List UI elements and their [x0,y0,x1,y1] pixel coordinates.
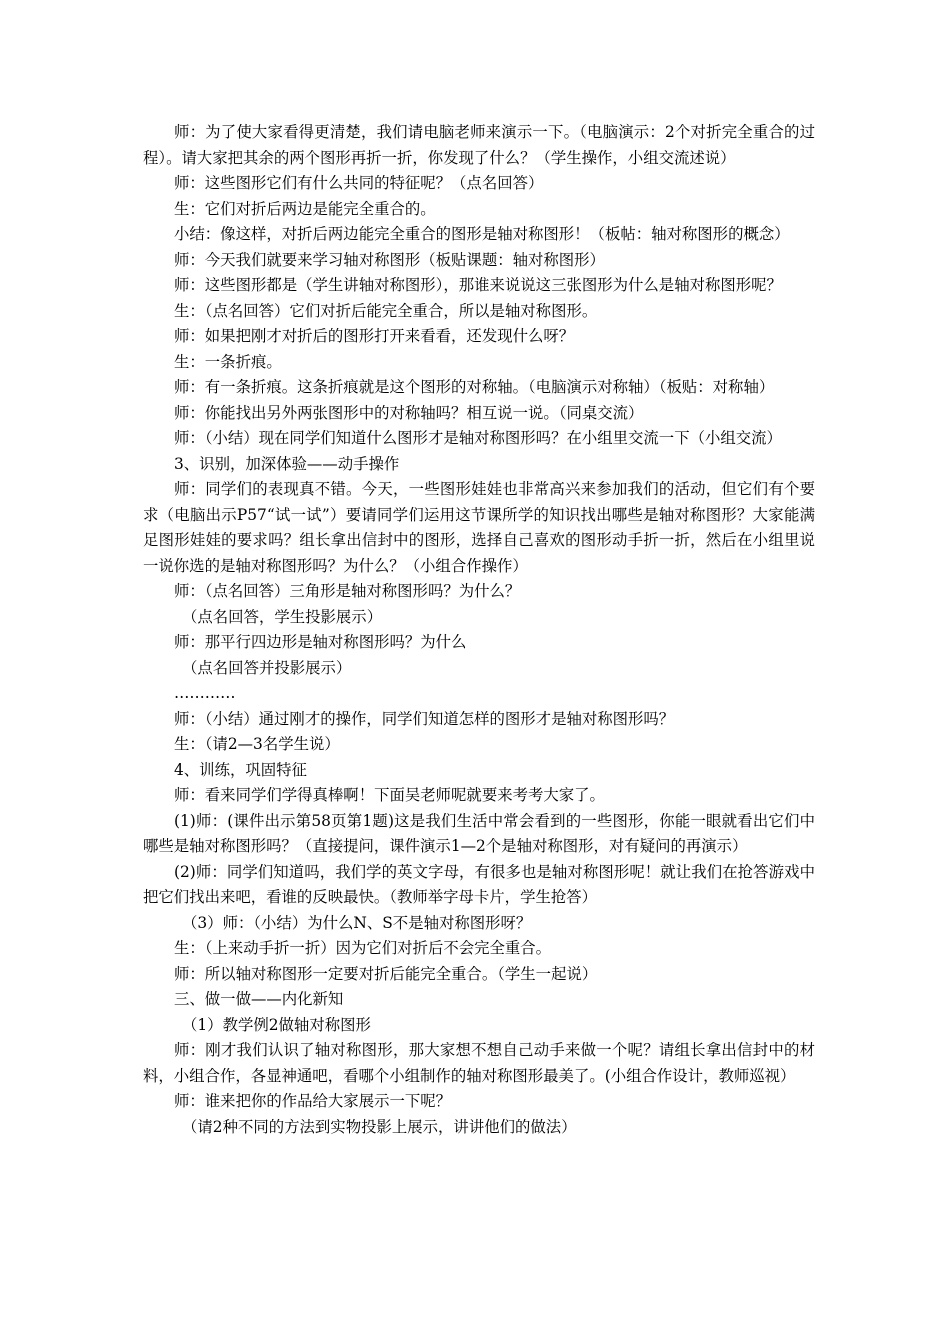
paragraph: 师：谁来把你的作品给大家展示一下呢？ [174,1092,452,1110]
paragraph: 师：你能找出另外两张图形中的对称轴吗？相互说一说。（同桌交流） [174,403,644,422]
section-heading: 4、训练，巩固特征 [174,760,307,779]
paragraph: 师：（小结）通过刚才的操作，同学们知道怎样的图形才是轴对称图形吗？ [174,709,675,728]
paragraph: （3）师：（小结）为什么N、S不是轴对称图形呀？ [182,913,532,932]
paragraph: （1）教学例2做轴对称图形 [182,1015,371,1034]
paragraph: 生：（上来动手折一折）因为它们对折后不会完全重合。 [174,939,552,957]
paragraph: 生：（请2—3名学生说） [174,735,340,753]
ellipsis: ………… [174,684,236,702]
paragraph: (2)师：同学们知道吗，我们学的英文字母，有很多也是轴对称图形呢！就让我们在抢答游戏中把它们找出来吧，看谁的反映最快。（教师举字母卡片，学生抢答） [143,862,815,906]
paragraph: 师：那平行四边形是轴对称图形吗？为什么 [174,633,467,651]
paragraph: 师：所以轴对称图形一定要对折后能完全重合。（学生一起说） [174,964,598,983]
paragraph: (1)师：(课件出示第58页第1题)这是我们生活中常会看到的一些图形，你能一眼就看出它们中哪些是轴对称图形吗？（直接提问，课件演示1—2个是轴对称图形，对有疑问的再演示） [143,811,815,855]
section-heading: 3、识别，加深体验——动手操作 [174,454,400,473]
paragraph: 生：它们对折后两边是能完全重合的。 [174,199,436,218]
paragraph: （请2种不同的方法到实物投影上展示，讲讲他们的做法） [182,1117,577,1136]
paragraph: 师：同学们的表现真不错。今天，一些图形娃娃也非常高兴来参加我们的活动，但它们有个要求（电脑出示P57“试一试”）要请同学们运用这节课所学的知识找出哪些是轴对称图形？大家能满足图形娃娃的要求吗？组长拿出信封中的图形，选择自己喜欢的图形动手折一折，然后在小组里说一说你选的是轴对称图形吗？为什么？（小组合作操作） [143,480,815,575]
paragraph: （点名回答，学生投影展示） [182,607,383,626]
paragraph: 师：今天我们就要来学习轴对称图形（板贴课题：轴对称图形） [174,250,605,269]
paragraph: 师：如果把刚才对折后的图形打开来看看，还发现什么呀？ [174,327,575,345]
paragraph: 师：刚才我们认识了轴对称图形，那大家想不想自己动手来做一个呢？请组长拿出信封中的材料，小组合作，各显神通吧，看哪个小组制作的轴对称图形最美了。(小组合作设计，教师巡视） [143,1041,815,1085]
paragraph: 师：这些图形都是（学生讲轴对称图形），那谁来说说这三张图形为什么是轴对称图形呢？ [174,276,782,294]
section-heading: 三、做一做——内化新知 [174,990,344,1008]
paragraph: 师：看来同学们学得真棒啊！下面吴老师呢就要来考考大家了。 [174,786,605,804]
paragraph: 小结：像这样，对折后两边能完全重合的图形是轴对称图形！（板帖：轴对称图形的概念） [174,225,790,243]
paragraph: 生：（点名回答）它们对折后能完全重合，所以是轴对称图形。 [174,301,598,320]
paragraph: 师：（点名回答）三角形是轴对称图形吗？为什么？ [174,582,521,600]
paragraph: （点名回答并投影展示） [182,658,352,677]
paragraph: 师：这些图形它们有什么共同的特征呢？（点名回答） [174,174,544,192]
paragraph: 师：有一条折痕。这条折痕就是这个图形的对称轴。（电脑演示对称轴）（板贴：对称轴） [174,378,775,396]
paragraph: 师：（小结）现在同学们知道什么图形才是轴对称图形吗？在小组里交流一下（小组交流） [174,429,782,447]
paragraph: 生：一条折痕。 [174,352,282,371]
paragraph: 师：为了使大家看得更清楚，我们请电脑老师来演示一下。（电脑演示：2个对折完全重合的过程）。请大家把其余的两个图形再折一折，你发现了什么？（学生操作，小组交流述说） [143,123,815,167]
document-body [143,120,815,1140]
